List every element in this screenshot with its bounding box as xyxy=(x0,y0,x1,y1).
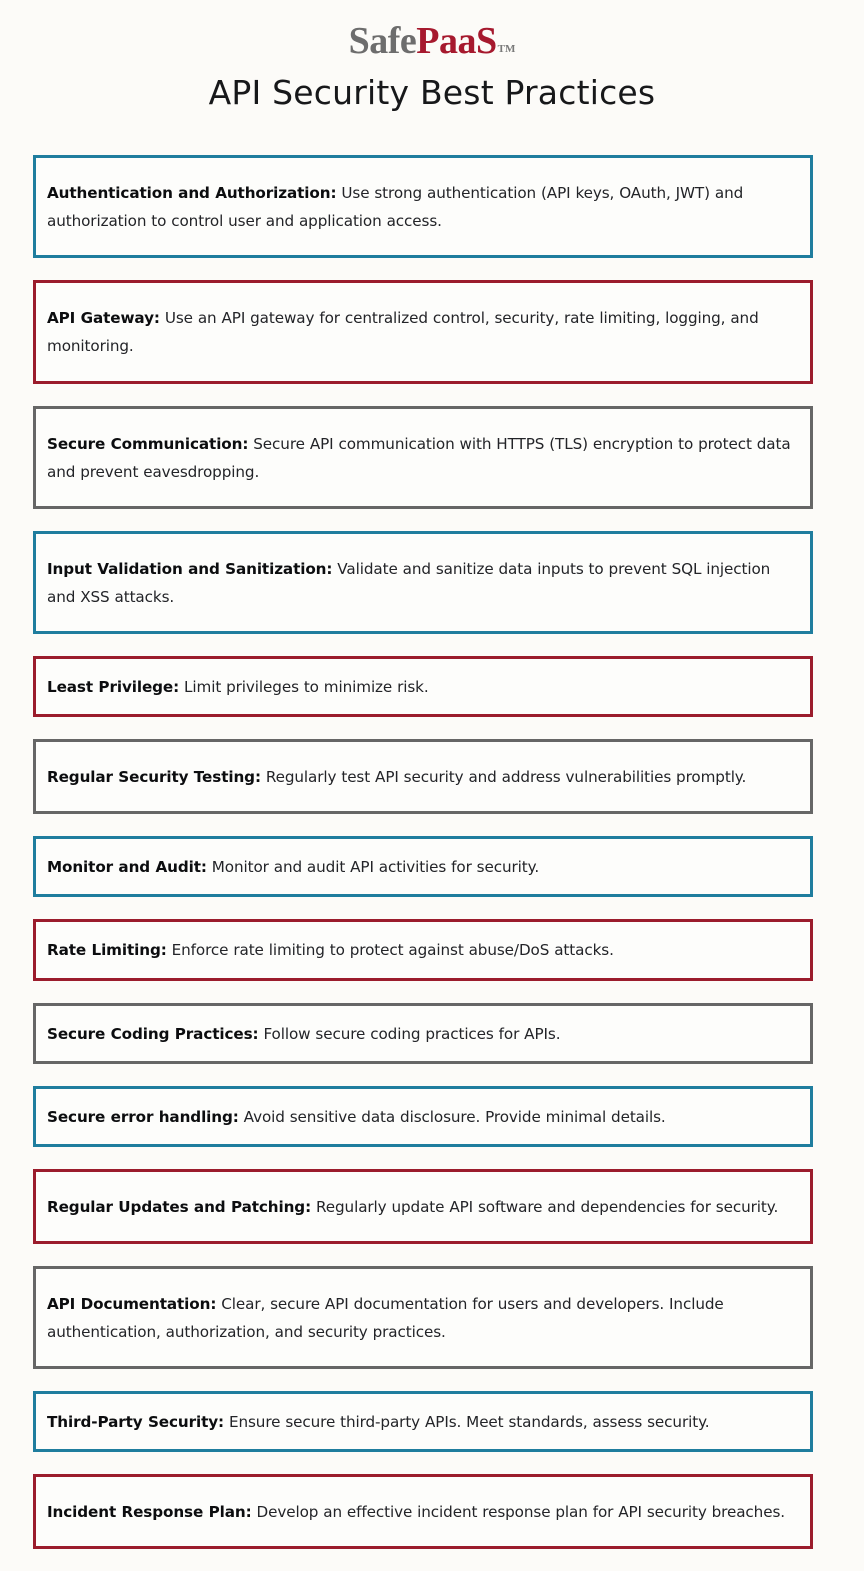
practice-description: Enforce rate limiting to protect against abuse/DoS attacks. xyxy=(166,941,614,960)
practice-term: Third-Party Security: xyxy=(47,1413,225,1432)
practice-description: Ensure secure third-party APIs. Meet standards, assess security. xyxy=(224,1413,710,1432)
practice-text xyxy=(47,1193,798,1221)
practice-description: Clear, secure API documentation for users and developers. Include authentication, authorization, and security practices. xyxy=(47,1294,724,1341)
practice-term: Incident Response Plan: xyxy=(47,1503,252,1522)
practice-text xyxy=(47,1498,798,1526)
practice-text xyxy=(47,1408,798,1436)
practice-text xyxy=(47,673,798,701)
practice-text xyxy=(47,1020,798,1048)
practice-text xyxy=(47,555,798,611)
practice-box xyxy=(33,656,813,717)
logo-text-paas: PaaS xyxy=(416,20,497,62)
practice-box xyxy=(33,1086,813,1147)
practice-text xyxy=(47,304,798,360)
trademark-icon: TM xyxy=(497,43,516,55)
practice-description: Regularly update API software and dependencies for security. xyxy=(311,1197,779,1216)
practice-box xyxy=(33,1266,813,1369)
practice-description: Regularly test API security and address vulnerabilities promptly. xyxy=(260,768,747,787)
practice-text xyxy=(47,430,798,486)
practice-term: Rate Limiting: xyxy=(47,941,167,960)
practice-term: Secure error handling: xyxy=(47,1107,239,1126)
practice-term: Authentication and Authorization: xyxy=(47,184,337,202)
practice-box xyxy=(33,1474,813,1549)
practice-description: Use strong authentication (API keys, OAuth, JWT) and authorization to control user and application access. xyxy=(47,184,744,231)
practice-description: Avoid sensitive data disclosure. Provide minimal details. xyxy=(238,1107,666,1126)
practice-description: Use an API gateway for centralized control, security, rate limiting, logging, and monitoring. xyxy=(47,309,759,356)
practice-description: Follow secure coding practices for APIs. xyxy=(258,1024,561,1043)
practice-term: Regular Security Testing: xyxy=(47,768,261,787)
practice-description: Secure API communication with HTTPS (TLS) encryption to protect data and prevent eavesdropping. xyxy=(47,434,791,481)
page-title: API Security Best Practices xyxy=(208,73,656,112)
practice-description: Limit privileges to minimize risk. xyxy=(179,678,429,696)
practice-description: Monitor and audit API activities for security. xyxy=(206,858,540,877)
practice-term: Input Validation and Sanitization: xyxy=(47,559,333,578)
practice-text xyxy=(47,1290,798,1346)
practice-term: Least Privilege: xyxy=(47,678,180,696)
practice-text xyxy=(47,936,798,964)
practice-description: Develop an effective incident response plan for API security breaches. xyxy=(251,1503,785,1522)
practice-text xyxy=(47,853,798,881)
practice-term: API Documentation: xyxy=(47,1294,217,1313)
practice-box xyxy=(33,406,813,509)
practice-term: Secure Communication: xyxy=(47,434,249,453)
practice-box xyxy=(33,531,813,634)
practice-description: Validate and sanitize data inputs to prevent SQL injection and XSS attacks. xyxy=(47,559,771,606)
practice-text xyxy=(47,763,798,791)
practice-box xyxy=(33,836,813,897)
practice-box xyxy=(33,919,813,980)
practice-box xyxy=(33,155,813,258)
practice-term: Monitor and Audit: xyxy=(47,858,207,877)
practice-term: API Gateway: xyxy=(47,309,160,328)
practice-box xyxy=(33,1003,813,1064)
practice-box xyxy=(33,739,813,814)
practice-box xyxy=(33,1169,813,1244)
practice-text xyxy=(47,1103,798,1131)
practice-term: Regular Updates and Patching: xyxy=(47,1197,312,1216)
practice-text xyxy=(47,179,798,235)
safepaas-logo xyxy=(349,22,516,60)
logo-text-safe: Safe xyxy=(348,20,417,62)
practice-box xyxy=(33,1391,813,1452)
practice-list xyxy=(33,155,813,1571)
practice-box xyxy=(33,280,813,383)
page-header xyxy=(0,0,864,112)
practice-term: Secure Coding Practices: xyxy=(47,1024,259,1043)
